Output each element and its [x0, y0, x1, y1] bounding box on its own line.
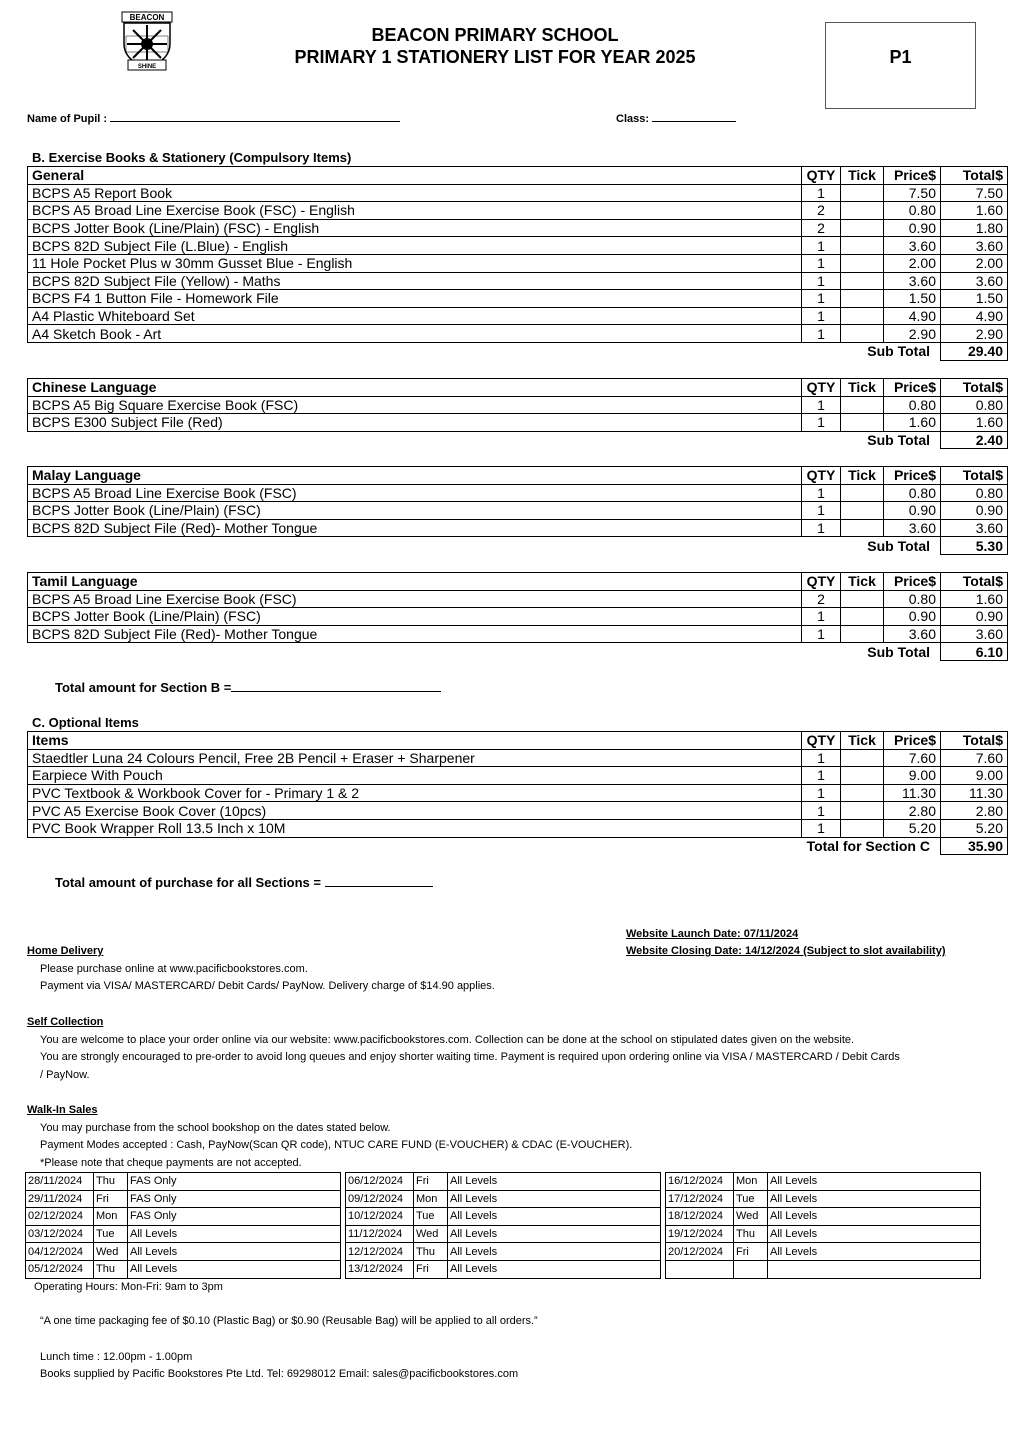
item-qty: 1	[802, 784, 841, 802]
table-row	[28, 608, 1008, 626]
section-b-total-line[interactable]	[231, 680, 441, 692]
operating-hours: Operating Hours: Mon-Fri: 9am to 3pm	[34, 1281, 223, 1293]
supplier-info: Books supplied by Pacific Bookstores Pte Ltd. Tel: 69298012 Email: sales@pacificbookstores.com	[40, 1368, 519, 1380]
self-collection-line: You are welcome to place your order online via our website: www.pacificbookstores.com. Collection can be done at the school on stipulated dates given on the website.	[40, 1033, 855, 1046]
schedule-level: All Levels	[768, 1243, 981, 1261]
schedule-day: Thu	[414, 1243, 448, 1261]
item-name: BCPS Jotter Book (Line/Plain) (FSC) - English	[28, 219, 802, 237]
item-name: BCPS A5 Broad Line Exercise Book (FSC)	[28, 484, 802, 502]
item-tick-box[interactable]	[841, 219, 884, 237]
table-row	[28, 219, 1008, 237]
schedule-row	[346, 1260, 661, 1278]
item-price: 11.30	[884, 784, 941, 802]
group-name: Items	[28, 732, 802, 750]
schedule-level: All Levels	[448, 1260, 661, 1278]
table-header-row	[28, 467, 1008, 485]
item-total: 2.80	[941, 802, 1008, 820]
items-table-2	[27, 466, 1008, 555]
lunch-time: Lunch time : 12.00pm - 1.00pm	[40, 1351, 193, 1363]
section-b-title: B. Exercise Books & Stationery (Compulsory Items)	[32, 150, 352, 165]
item-name: PVC Textbook & Workbook Cover for - Primary 1 & 2	[28, 784, 802, 802]
schedule-row	[666, 1208, 981, 1226]
col-price-header: Price$	[884, 379, 941, 397]
item-name: BCPS A5 Broad Line Exercise Book (FSC)	[28, 590, 802, 608]
schedule-row	[666, 1173, 981, 1191]
item-tick-box[interactable]	[841, 784, 884, 802]
item-qty: 1	[802, 184, 841, 202]
item-qty: 1	[802, 625, 841, 643]
website-launch-date: Website Launch Date: 07/11/2024	[626, 928, 799, 940]
col-tick-header: Tick	[841, 167, 884, 185]
col-qty-header: QTY	[802, 573, 841, 591]
item-name: BCPS 82D Subject File (Red)- Mother Tongue	[28, 519, 802, 537]
subtotal-row	[28, 537, 1008, 555]
item-total: 2.00	[941, 254, 1008, 272]
level-code-box	[825, 22, 976, 109]
optional-items-table	[27, 731, 1008, 855]
schedule-level: All Levels	[768, 1190, 981, 1208]
subtotal-value: 6.10	[941, 643, 1008, 661]
schedule-day	[734, 1260, 768, 1278]
item-name: A4 Plastic Whiteboard Set	[28, 307, 802, 325]
table-row	[28, 749, 1008, 767]
schedule-level: All Levels	[448, 1173, 661, 1191]
item-price: 0.90	[884, 608, 941, 626]
item-tick-box[interactable]	[841, 414, 884, 432]
self-collection-line: / PayNow.	[40, 1068, 90, 1081]
col-qty-header: QTY	[802, 467, 841, 485]
schedule-date: 19/12/2024	[666, 1225, 734, 1243]
schedule-row	[346, 1225, 661, 1243]
pupil-name-line[interactable]	[110, 110, 400, 122]
col-qty-header: QTY	[802, 732, 841, 750]
table-row	[28, 519, 1008, 537]
item-total: 1.80	[941, 219, 1008, 237]
item-name: PVC A5 Exercise Book Cover (10pcs)	[28, 802, 802, 820]
schedule-date: 06/12/2024	[346, 1173, 414, 1191]
item-qty: 1	[802, 484, 841, 502]
item-tick-box[interactable]	[841, 625, 884, 643]
item-price: 0.80	[884, 590, 941, 608]
item-price: 9.00	[884, 767, 941, 785]
schedule-day: Wed	[414, 1225, 448, 1243]
item-total: 1.60	[941, 202, 1008, 220]
grand-total-label: Total amount of purchase for all Sections =	[55, 875, 321, 890]
item-total: 4.90	[941, 307, 1008, 325]
walk-in-line: You may purchase from the school bookshop on the dates stated below.	[40, 1121, 391, 1134]
item-tick-box[interactable]	[841, 325, 884, 343]
item-price: 2.00	[884, 254, 941, 272]
schedule-day: Mon	[94, 1208, 128, 1226]
list-title: PRIMARY 1 STATIONERY LIST FOR YEAR 2025	[294, 47, 696, 67]
schedule-level: All Levels	[448, 1208, 661, 1226]
item-qty: 2	[802, 202, 841, 220]
schedule-level: All Levels	[448, 1190, 661, 1208]
item-price: 7.50	[884, 184, 941, 202]
schedule-level	[768, 1260, 981, 1278]
self-collection-block	[27, 1014, 1012, 1084]
item-price: 3.60	[884, 237, 941, 255]
schedule-row	[346, 1243, 661, 1261]
subtotal-row	[28, 643, 1008, 661]
packaging-note: “A one time packaging fee of $0.10 (Plastic Bag) or $0.90 (Reusable Bag) will be applied to all orders.”	[40, 1315, 538, 1327]
item-total: 0.90	[941, 608, 1008, 626]
item-total: 5.20	[941, 819, 1008, 837]
item-qty: 1	[802, 396, 841, 414]
schedule-row	[26, 1243, 341, 1261]
schedule-row	[666, 1260, 981, 1278]
schedule-date: 20/12/2024	[666, 1243, 734, 1261]
website-closing-date: Website Closing Date: 14/12/2024 (Subject to slot availability)	[626, 945, 946, 957]
subtotal-value: 5.30	[941, 537, 1008, 555]
table-row	[28, 290, 1008, 308]
schedule-day: Wed	[94, 1243, 128, 1261]
pupil-name-label: Name of Pupil :	[27, 113, 108, 125]
item-qty: 2	[802, 219, 841, 237]
item-tick-box[interactable]	[841, 254, 884, 272]
schedule-table	[665, 1172, 981, 1279]
item-name: PVC Book Wrapper Roll 13.5 Inch x 10M	[28, 819, 802, 837]
table-header-row	[28, 167, 1008, 185]
walk-in-line: Payment Modes accepted : Cash, PayNow(Scan QR code), NTUC CARE FUND (E-VOUCHER) & CDAC (E-VOUCHER).	[40, 1139, 633, 1151]
col-price-header: Price$	[884, 732, 941, 750]
schedule-day: Tue	[94, 1225, 128, 1243]
item-name: BCPS A5 Broad Line Exercise Book (FSC) - English	[28, 202, 802, 220]
item-qty: 1	[802, 767, 841, 785]
table-row	[28, 767, 1008, 785]
table-row	[28, 819, 1008, 837]
col-total-header: Total$	[941, 732, 1008, 750]
table-row	[28, 237, 1008, 255]
class-field[interactable]	[616, 110, 736, 125]
item-total: 1.60	[941, 414, 1008, 432]
col-total-header: Total$	[941, 573, 1008, 591]
schedule-row	[26, 1173, 341, 1191]
subtotal-label: Sub Total	[867, 643, 930, 660]
item-qty: 1	[802, 749, 841, 767]
item-total: 1.60	[941, 590, 1008, 608]
item-total: 7.60	[941, 749, 1008, 767]
item-total: 3.60	[941, 237, 1008, 255]
schedule-day: Tue	[734, 1190, 768, 1208]
item-price: 3.60	[884, 625, 941, 643]
item-name: 11 Hole Pocket Plus w 30mm Gusset Blue - English	[28, 254, 802, 272]
table-row	[28, 396, 1008, 414]
item-qty: 1	[802, 519, 841, 537]
items-table-0	[27, 166, 1008, 361]
subtotal-label: Sub Total	[867, 343, 930, 360]
col-price-header: Price$	[884, 167, 941, 185]
schedule-date: 29/11/2024	[26, 1190, 94, 1208]
item-tick-box[interactable]	[841, 502, 884, 520]
schedule-table	[345, 1172, 661, 1279]
group-name: Malay Language	[28, 467, 802, 485]
item-name: BCPS A5 Report Book	[28, 184, 802, 202]
schedule-level: All Levels	[448, 1243, 661, 1261]
schedule-table	[25, 1172, 341, 1279]
school-logo	[114, 10, 180, 72]
schedule-date: 09/12/2024	[346, 1190, 414, 1208]
item-total: 9.00	[941, 767, 1008, 785]
col-qty-header: QTY	[802, 167, 841, 185]
item-qty: 1	[802, 502, 841, 520]
table-row	[28, 202, 1008, 220]
schedule-day: Fri	[414, 1173, 448, 1191]
schedule-day: Mon	[414, 1190, 448, 1208]
item-name: BCPS 82D Subject File (L.Blue) - English	[28, 237, 802, 255]
table-row	[28, 784, 1008, 802]
item-qty: 2	[802, 590, 841, 608]
table-row	[28, 590, 1008, 608]
item-price: 2.80	[884, 802, 941, 820]
subtotal-row	[28, 837, 1008, 855]
schedule-date: 28/11/2024	[26, 1173, 94, 1191]
item-price: 2.90	[884, 325, 941, 343]
schedule-day: Thu	[94, 1260, 128, 1278]
subtotal-value: 35.90	[941, 837, 1008, 855]
item-qty: 1	[802, 254, 841, 272]
item-price: 1.50	[884, 290, 941, 308]
item-total: 11.30	[941, 784, 1008, 802]
table-row	[28, 625, 1008, 643]
item-name: BCPS Jotter Book (Line/Plain) (FSC)	[28, 608, 802, 626]
schedule-row	[26, 1208, 341, 1226]
col-price-header: Price$	[884, 573, 941, 591]
items-table-3	[27, 572, 1008, 661]
item-price: 0.80	[884, 484, 941, 502]
item-qty: 1	[802, 325, 841, 343]
class-label: Class:	[616, 113, 650, 125]
schedule-row	[346, 1190, 661, 1208]
item-price: 4.90	[884, 307, 941, 325]
item-tick-box[interactable]	[841, 749, 884, 767]
item-price: 5.20	[884, 819, 941, 837]
schedule-date: 02/12/2024	[26, 1208, 94, 1226]
logo-bottom-text: SHINE	[137, 64, 157, 70]
subtotal-label: Sub Total	[867, 432, 930, 449]
schedule-day: Thu	[734, 1225, 768, 1243]
schedule-row	[666, 1243, 981, 1261]
subtotal-value: 2.40	[941, 431, 1008, 449]
item-tick-box[interactable]	[841, 802, 884, 820]
subtotal-label: Sub Total	[867, 537, 930, 554]
schedule-date: 13/12/2024	[346, 1260, 414, 1278]
class-line[interactable]	[652, 110, 736, 122]
schedule-level: FAS Only	[128, 1190, 341, 1208]
col-tick-header: Tick	[841, 379, 884, 397]
section-b-total	[55, 680, 441, 695]
item-total: 0.80	[941, 396, 1008, 414]
item-total: 0.90	[941, 502, 1008, 520]
item-price: 0.80	[884, 396, 941, 414]
item-total: 3.60	[941, 272, 1008, 290]
schedule-row	[666, 1225, 981, 1243]
item-qty: 1	[802, 414, 841, 432]
schedule-date: 17/12/2024	[666, 1190, 734, 1208]
item-name: Staedtler Luna 24 Colours Pencil, Free 2B Pencil + Eraser + Sharpener	[28, 749, 802, 767]
items-table-1	[27, 378, 1008, 449]
table-row	[28, 254, 1008, 272]
walk-in-block	[27, 1102, 1007, 1172]
item-total: 1.50	[941, 290, 1008, 308]
item-tick-box[interactable]	[841, 237, 884, 255]
schedule-day: Wed	[734, 1208, 768, 1226]
grand-total-line[interactable]	[325, 875, 433, 887]
schedule-level: All Levels	[128, 1260, 341, 1278]
col-qty-header: QTY	[802, 379, 841, 397]
table-row	[28, 272, 1008, 290]
item-tick-box[interactable]	[841, 484, 884, 502]
table-row	[28, 184, 1008, 202]
schedule-day: Mon	[734, 1173, 768, 1191]
walk-in-line: *Please note that cheque payments are not accepted.	[40, 1156, 302, 1169]
schedule-row	[26, 1225, 341, 1243]
schedule-row	[26, 1260, 341, 1278]
subtotal-row	[28, 342, 1008, 360]
group-name: Tamil Language	[28, 573, 802, 591]
item-name: BCPS Jotter Book (Line/Plain) (FSC)	[28, 502, 802, 520]
schedule-date: 03/12/2024	[26, 1225, 94, 1243]
logo-top-text: BEACON	[129, 13, 165, 22]
page-title	[200, 24, 790, 68]
self-collection-line: You are strongly encouraged to pre-order to avoid long queues and enjoy shorter waiting time. Payment is required upon ordering online via VISA / MASTERCARD / Debit Cards	[40, 1051, 900, 1063]
section-b-total-label: Total amount for Section B =	[55, 680, 232, 695]
item-qty: 1	[802, 802, 841, 820]
schedule-row	[346, 1208, 661, 1226]
item-total: 2.90	[941, 325, 1008, 343]
schedule-day: Fri	[414, 1260, 448, 1278]
schedule-day: Thu	[94, 1173, 128, 1191]
item-tick-box[interactable]	[841, 608, 884, 626]
schedule-row	[346, 1173, 661, 1191]
table-header-row	[28, 573, 1008, 591]
home-delivery-heading: Home Delivery	[27, 945, 104, 957]
item-price: 7.60	[884, 749, 941, 767]
home-delivery-line: Please purchase online at www.pacificbookstores.com.	[40, 962, 308, 975]
item-tick-box[interactable]	[841, 184, 884, 202]
grand-total	[55, 875, 433, 890]
col-price-header: Price$	[884, 467, 941, 485]
item-name: BCPS F4 1 Button File - Homework File	[28, 290, 802, 308]
item-total: 3.60	[941, 625, 1008, 643]
item-total: 0.80	[941, 484, 1008, 502]
schedule-level: All Levels	[128, 1243, 341, 1261]
schedule-day: Fri	[734, 1243, 768, 1261]
item-tick-box[interactable]	[841, 590, 884, 608]
level-code: P1	[889, 47, 912, 67]
home-delivery-block	[27, 943, 1007, 996]
table-row	[28, 307, 1008, 325]
item-tick-box[interactable]	[841, 819, 884, 837]
schedule-date: 12/12/2024	[346, 1243, 414, 1261]
item-tick-box[interactable]	[841, 396, 884, 414]
item-qty: 1	[802, 307, 841, 325]
schedule-date: 18/12/2024	[666, 1208, 734, 1226]
schedule-level: All Levels	[768, 1225, 981, 1243]
schedule-row	[666, 1190, 981, 1208]
self-collection-heading: Self Collection	[27, 1016, 104, 1028]
schedule-level: FAS Only	[128, 1173, 341, 1191]
item-total: 3.60	[941, 519, 1008, 537]
group-name: Chinese Language	[28, 379, 802, 397]
item-qty: 1	[802, 290, 841, 308]
item-tick-box[interactable]	[841, 290, 884, 308]
item-qty: 1	[802, 237, 841, 255]
item-tick-box[interactable]	[841, 202, 884, 220]
item-name: A4 Sketch Book - Art	[28, 325, 802, 343]
col-total-header: Total$	[941, 167, 1008, 185]
item-name: BCPS A5 Big Square Exercise Book (FSC)	[28, 396, 802, 414]
item-qty: 1	[802, 819, 841, 837]
col-total-header: Total$	[941, 467, 1008, 485]
table-row	[28, 414, 1008, 432]
table-header-row	[28, 379, 1008, 397]
item-name: BCPS E300 Subject File (Red)	[28, 414, 802, 432]
schedule-level: All Levels	[768, 1173, 981, 1191]
table-row	[28, 325, 1008, 343]
section-c-title: C. Optional Items	[32, 715, 139, 730]
group-name: General	[28, 167, 802, 185]
item-name: BCPS 82D Subject File (Yellow) - Maths	[28, 272, 802, 290]
col-tick-header: Tick	[841, 467, 884, 485]
table-row	[28, 502, 1008, 520]
item-name: BCPS 82D Subject File (Red)- Mother Tongue	[28, 625, 802, 643]
schedule-date: 04/12/2024	[26, 1243, 94, 1261]
schedule-date: 10/12/2024	[346, 1208, 414, 1226]
pupil-name-field[interactable]	[27, 110, 400, 125]
schedule-date: 05/12/2024	[26, 1260, 94, 1278]
schedule-date: 16/12/2024	[666, 1173, 734, 1191]
walk-in-heading: Walk-In Sales	[27, 1104, 98, 1116]
item-tick-box[interactable]	[841, 307, 884, 325]
item-total: 7.50	[941, 184, 1008, 202]
item-price: 0.90	[884, 219, 941, 237]
item-tick-box[interactable]	[841, 272, 884, 290]
item-price: 0.80	[884, 202, 941, 220]
table-row	[28, 484, 1008, 502]
item-name: Earpiece With Pouch	[28, 767, 802, 785]
item-price: 3.60	[884, 272, 941, 290]
table-header-row	[28, 732, 1008, 750]
schedule-date	[666, 1260, 734, 1278]
school-name: BEACON PRIMARY SCHOOL	[371, 25, 619, 45]
schedule-day: Fri	[94, 1190, 128, 1208]
item-tick-box[interactable]	[841, 519, 884, 537]
col-total-header: Total$	[941, 379, 1008, 397]
schedule-level: All Levels	[128, 1225, 341, 1243]
item-qty: 1	[802, 272, 841, 290]
subtotal-label: Total for Section C	[806, 838, 930, 855]
subtotal-row	[28, 431, 1008, 449]
schedule-date: 11/12/2024	[346, 1225, 414, 1243]
item-price: 0.90	[884, 502, 941, 520]
item-tick-box[interactable]	[841, 767, 884, 785]
col-tick-header: Tick	[841, 573, 884, 591]
col-tick-header: Tick	[841, 732, 884, 750]
item-price: 1.60	[884, 414, 941, 432]
schedule-day: Tue	[414, 1208, 448, 1226]
schedule-row	[26, 1190, 341, 1208]
table-row	[28, 802, 1008, 820]
item-qty: 1	[802, 608, 841, 626]
subtotal-value: 29.40	[941, 342, 1008, 360]
item-price: 3.60	[884, 519, 941, 537]
schedule-level: FAS Only	[128, 1208, 341, 1226]
schedule-level: All Levels	[448, 1225, 661, 1243]
home-delivery-line: Payment via VISA/ MASTERCARD/ Debit Cards/ PayNow. Delivery charge of $14.90 applies.	[40, 980, 495, 992]
schedule-level: All Levels	[768, 1208, 981, 1226]
